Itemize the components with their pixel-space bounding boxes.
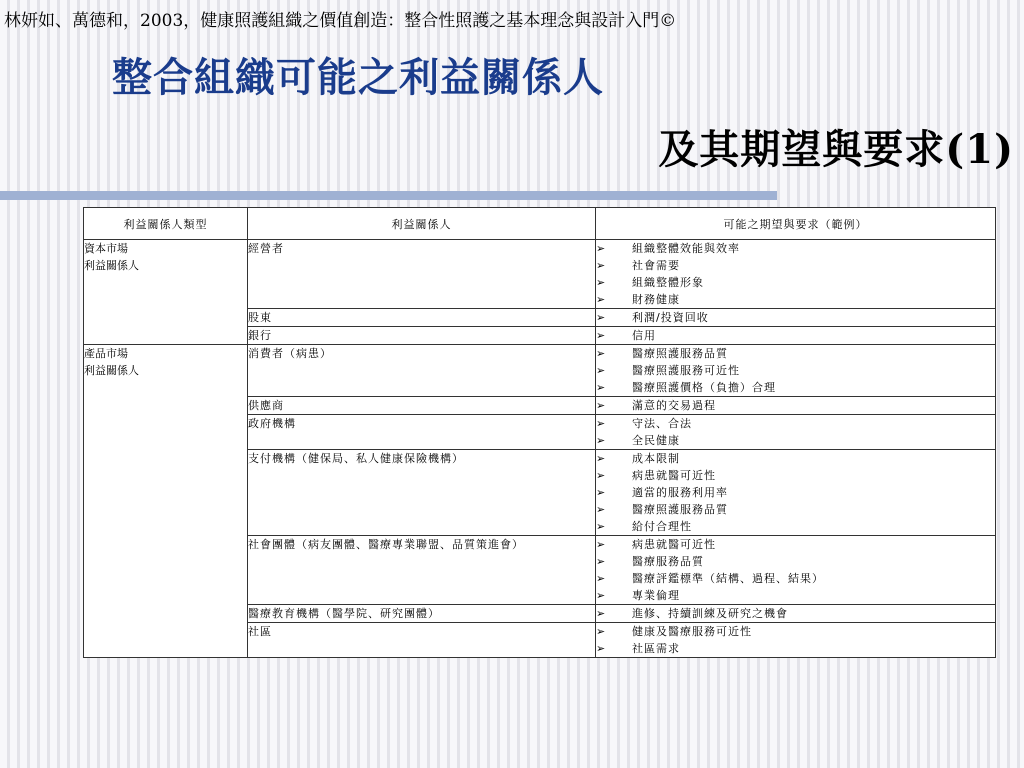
expectations-list bbox=[596, 605, 995, 622]
header-stakeholder: 利益關係人 bbox=[248, 208, 596, 240]
expectation-text: 全民健康 bbox=[632, 434, 680, 447]
expectation-text: 進修、持續訓練及研究之機會 bbox=[632, 607, 788, 620]
arrow-bullet-icon: ➢ bbox=[596, 486, 607, 499]
arrow-bullet-icon: ➢ bbox=[596, 555, 607, 568]
arrow-bullet-icon: ➢ bbox=[596, 242, 607, 255]
header-expectations: 可能之期望與要求（範例） bbox=[596, 208, 996, 240]
arrow-bullet-icon: ➢ bbox=[596, 642, 607, 655]
list-item bbox=[596, 240, 995, 257]
slide-title-line1: 整合組織可能之利益關係人 bbox=[112, 54, 604, 101]
arrow-bullet-icon: ➢ bbox=[596, 259, 607, 272]
arrow-bullet-icon: ➢ bbox=[596, 572, 607, 585]
stakeholder-type-label: 產品市場 bbox=[84, 347, 128, 360]
expectations-cell bbox=[596, 327, 996, 345]
arrow-bullet-icon: ➢ bbox=[596, 399, 607, 412]
expectations-list bbox=[596, 450, 995, 535]
stakeholder-cell: 股東 bbox=[248, 309, 596, 327]
expectation-text: 醫療照護服務品質 bbox=[632, 503, 728, 516]
list-item bbox=[596, 291, 995, 308]
list-item bbox=[596, 379, 995, 396]
arrow-bullet-icon: ➢ bbox=[596, 417, 607, 430]
expectation-text: 給付合理性 bbox=[632, 520, 692, 533]
list-item bbox=[596, 397, 995, 414]
expectation-text: 守法、合法 bbox=[632, 417, 692, 430]
arrow-bullet-icon: ➢ bbox=[596, 329, 607, 342]
stakeholder-cell: 銀行 bbox=[248, 327, 596, 345]
list-item bbox=[596, 623, 995, 640]
expectations-list bbox=[596, 345, 995, 396]
expectation-text: 利潤/投資回收 bbox=[632, 311, 709, 324]
stakeholder-cell: 經營者 bbox=[248, 240, 596, 309]
expectations-cell bbox=[596, 240, 996, 309]
arrow-bullet-icon: ➢ bbox=[596, 538, 607, 551]
expectation-text: 信用 bbox=[632, 329, 656, 342]
list-item bbox=[596, 257, 995, 274]
expectations-cell bbox=[596, 536, 996, 605]
arrow-bullet-icon: ➢ bbox=[596, 311, 607, 324]
arrow-bullet-icon: ➢ bbox=[596, 452, 607, 465]
list-item bbox=[596, 536, 995, 553]
list-item bbox=[596, 553, 995, 570]
list-item bbox=[596, 640, 995, 657]
stakeholder-cell: 消費者（病患） bbox=[248, 345, 596, 397]
arrow-bullet-icon: ➢ bbox=[596, 381, 607, 394]
table-header-row bbox=[84, 208, 996, 240]
arrow-bullet-icon: ➢ bbox=[596, 625, 607, 638]
list-item bbox=[596, 570, 995, 587]
list-item bbox=[596, 587, 995, 604]
arrow-bullet-icon: ➢ bbox=[596, 347, 607, 360]
expectations-list bbox=[596, 397, 995, 414]
stakeholder-cell: 醫療教育機構（醫學院、研究團體） bbox=[248, 605, 596, 623]
stakeholder-table bbox=[83, 207, 996, 658]
list-item bbox=[596, 605, 995, 622]
table-row bbox=[84, 240, 996, 309]
expectations-list bbox=[596, 309, 995, 326]
expectation-text: 健康及醫療服務可近性 bbox=[632, 625, 752, 638]
expectations-cell bbox=[596, 397, 996, 415]
list-item bbox=[596, 327, 995, 344]
expectations-cell bbox=[596, 605, 996, 623]
stakeholder-cell: 社區 bbox=[248, 623, 596, 658]
expectations-list bbox=[596, 623, 995, 657]
stakeholder-cell: 社會團體（病友團體、醫療專業聯盟、品質策進會） bbox=[248, 536, 596, 605]
arrow-bullet-icon: ➢ bbox=[596, 364, 607, 377]
expectation-text: 適當的服務利用率 bbox=[632, 486, 728, 499]
expectation-text: 滿意的交易過程 bbox=[632, 399, 716, 412]
expectation-text: 醫療照護價格（負擔）合理 bbox=[632, 381, 776, 394]
expectations-list bbox=[596, 240, 995, 308]
expectation-text: 病患就醫可近性 bbox=[632, 538, 716, 551]
stakeholder-type-cell bbox=[84, 240, 248, 345]
arrow-bullet-icon: ➢ bbox=[596, 503, 607, 516]
stakeholder-type-label: 利益關係人 bbox=[84, 259, 139, 272]
expectations-list bbox=[596, 415, 995, 449]
list-item bbox=[596, 518, 995, 535]
expectation-text: 社會需要 bbox=[632, 259, 680, 272]
arrow-bullet-icon: ➢ bbox=[596, 607, 607, 620]
expectation-text: 醫療照護服務品質 bbox=[632, 347, 728, 360]
expectation-text: 病患就醫可近性 bbox=[632, 469, 716, 482]
expectations-cell bbox=[596, 623, 996, 658]
stakeholder-type-cell bbox=[84, 345, 248, 658]
expectation-text: 醫療服務品質 bbox=[632, 555, 704, 568]
list-item bbox=[596, 362, 995, 379]
header-stakeholder-type: 利益關係人類型 bbox=[84, 208, 248, 240]
expectations-list bbox=[596, 536, 995, 604]
citation-header: 林妍如、萬德和，2003，健康照護組織之價值創造：整合性照護之基本理念與設計入門© bbox=[4, 11, 677, 31]
title-divider-bar bbox=[0, 191, 777, 200]
stakeholder-cell: 供應商 bbox=[248, 397, 596, 415]
expectation-text: 社區需求 bbox=[632, 642, 680, 655]
expectations-cell bbox=[596, 309, 996, 327]
expectation-text: 成本限制 bbox=[632, 452, 680, 465]
arrow-bullet-icon: ➢ bbox=[596, 276, 607, 289]
list-item bbox=[596, 450, 995, 467]
arrow-bullet-icon: ➢ bbox=[596, 589, 607, 602]
expectations-cell bbox=[596, 345, 996, 397]
expectation-text: 組織整體效能與效率 bbox=[632, 242, 740, 255]
expectation-text: 財務健康 bbox=[632, 293, 680, 306]
list-item bbox=[596, 484, 995, 501]
expectation-text: 組織整體形象 bbox=[632, 276, 704, 289]
arrow-bullet-icon: ➢ bbox=[596, 520, 607, 533]
list-item bbox=[596, 432, 995, 449]
arrow-bullet-icon: ➢ bbox=[596, 293, 607, 306]
list-item bbox=[596, 309, 995, 326]
stakeholder-type-label: 資本市場 bbox=[84, 242, 128, 255]
stakeholder-type-label: 利益關係人 bbox=[84, 364, 139, 377]
table-row bbox=[84, 345, 996, 397]
list-item bbox=[596, 415, 995, 432]
arrow-bullet-icon: ➢ bbox=[596, 434, 607, 447]
stakeholder-cell: 政府機構 bbox=[248, 415, 596, 450]
list-item bbox=[596, 274, 995, 291]
list-item bbox=[596, 467, 995, 484]
expectations-list bbox=[596, 327, 995, 344]
expectations-cell bbox=[596, 450, 996, 536]
slide-title-line2: 及其期望與要求(1) bbox=[658, 126, 1014, 173]
arrow-bullet-icon: ➢ bbox=[596, 469, 607, 482]
list-item bbox=[596, 501, 995, 518]
expectation-text: 醫療照護服務可近性 bbox=[632, 364, 740, 377]
stakeholder-cell: 支付機構（健保局、私人健康保險機構） bbox=[248, 450, 596, 536]
expectation-text: 醫療評鑑標準（結構、過程、結果） bbox=[632, 572, 824, 585]
expectations-cell bbox=[596, 415, 996, 450]
expectation-text: 專業倫理 bbox=[632, 589, 680, 602]
table-body bbox=[84, 240, 996, 658]
list-item bbox=[596, 345, 995, 362]
